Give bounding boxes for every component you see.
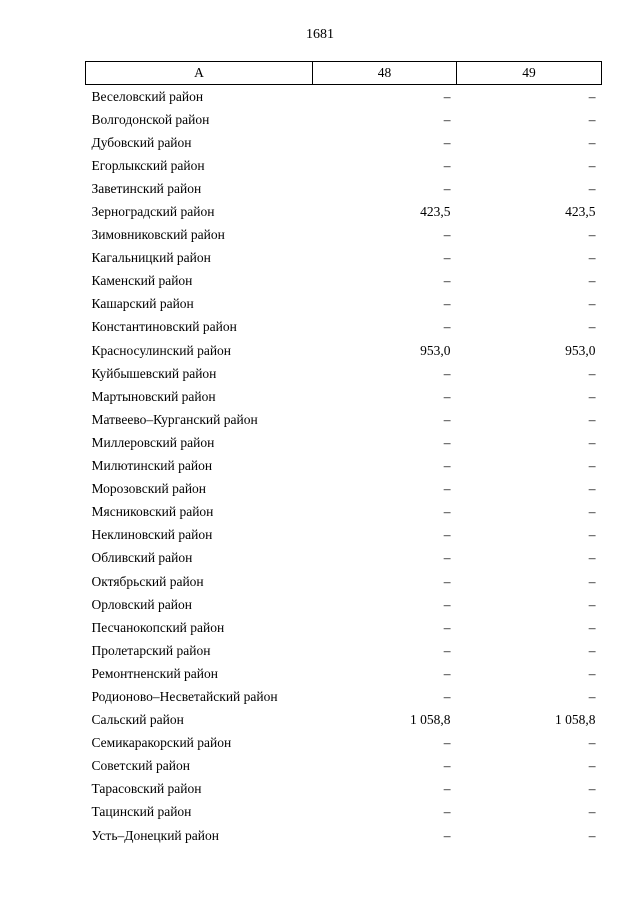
table-row — [86, 154, 602, 177]
district-name: Советский район — [91, 758, 190, 774]
district-name: Песчанокопский район — [91, 619, 225, 635]
table-row — [86, 685, 602, 708]
district-name: Мясниковский район — [91, 504, 214, 520]
value-48: – — [443, 273, 451, 289]
value-48: – — [443, 481, 451, 497]
district-name: Заветинский район — [91, 180, 202, 196]
value-48: 953,0 — [420, 342, 451, 358]
value-48: – — [443, 619, 451, 635]
table-row — [86, 547, 602, 570]
value-49: – — [588, 134, 596, 150]
table-row — [86, 524, 602, 547]
table-row — [86, 455, 602, 478]
table-row — [86, 85, 602, 109]
value-48: – — [443, 111, 451, 127]
value-48: – — [443, 827, 451, 843]
value-49: – — [588, 458, 596, 474]
table-row — [86, 478, 602, 501]
table-row — [86, 732, 602, 755]
table-row — [86, 755, 602, 778]
table-row — [86, 408, 602, 431]
district-name: Морозовский район — [91, 481, 207, 497]
value-48: – — [443, 411, 451, 427]
table-row — [86, 778, 602, 801]
table-row — [86, 362, 602, 385]
value-49: – — [588, 273, 596, 289]
value-49: – — [588, 550, 596, 566]
table-row — [86, 200, 602, 223]
table-row — [86, 247, 602, 270]
value-48: – — [443, 134, 451, 150]
table-row — [86, 316, 602, 339]
table-row — [86, 662, 602, 685]
value-48: – — [443, 319, 451, 335]
value-48: – — [443, 504, 451, 520]
district-name: Куйбышевский район — [91, 365, 217, 381]
page-number: 1681 — [306, 27, 334, 42]
value-49: – — [588, 250, 596, 266]
table-row — [86, 177, 602, 200]
value-49: – — [588, 665, 596, 681]
value-49: – — [588, 180, 596, 196]
value-49: – — [588, 688, 596, 704]
data-table — [85, 61, 602, 847]
value-49: – — [588, 735, 596, 751]
table-row — [86, 224, 602, 247]
value-48: – — [443, 88, 451, 104]
district-name: Красносулинский район — [91, 342, 232, 358]
value-49: – — [588, 481, 596, 497]
header-48: 48 — [313, 62, 457, 85]
district-name: Тацинский район — [91, 804, 192, 820]
value-48: – — [443, 180, 451, 196]
value-49: – — [588, 111, 596, 127]
table-row — [86, 824, 602, 847]
value-48: – — [443, 596, 451, 612]
value-48: – — [443, 458, 451, 474]
value-48: – — [443, 527, 451, 543]
value-48: – — [443, 642, 451, 658]
table-body — [86, 85, 602, 848]
value-48: – — [443, 688, 451, 704]
table-header-row — [86, 62, 602, 85]
value-49: – — [588, 573, 596, 589]
district-name: Каменский район — [91, 273, 193, 289]
value-49: – — [588, 527, 596, 543]
district-name: Обливский район — [91, 550, 193, 566]
district-name: Миллеровский район — [91, 434, 215, 450]
value-49: – — [588, 319, 596, 335]
value-49: – — [588, 781, 596, 797]
header-49: 49 — [457, 62, 602, 85]
value-49: – — [588, 388, 596, 404]
value-49: – — [588, 434, 596, 450]
district-name: Кашарский район — [91, 296, 194, 312]
table-row — [86, 639, 602, 662]
district-name: Октябрьский район — [91, 573, 204, 589]
table-row — [86, 570, 602, 593]
value-49: – — [588, 827, 596, 843]
table-row — [86, 131, 602, 154]
value-49: – — [588, 642, 596, 658]
district-name: Семикаракорский район — [91, 735, 232, 751]
value-49: – — [588, 227, 596, 243]
district-name: Пролетарский район — [91, 642, 211, 658]
district-name: Зерноградский район — [91, 204, 215, 220]
district-name: Родионово–Несветайский район — [91, 688, 278, 704]
district-name: Матвеево–Курганский район — [91, 411, 258, 427]
table-row — [86, 801, 602, 824]
table-row — [86, 385, 602, 408]
value-48: – — [443, 573, 451, 589]
value-49: – — [588, 296, 596, 312]
value-49: – — [588, 804, 596, 820]
table-row — [86, 293, 602, 316]
table-row — [86, 616, 602, 639]
value-49: – — [588, 365, 596, 381]
district-name: Неклиновский район — [91, 527, 213, 543]
value-48: 423,5 — [420, 204, 451, 220]
district-name: Константиновский район — [91, 319, 237, 335]
value-48: – — [443, 550, 451, 566]
value-49: – — [588, 157, 596, 173]
value-49: – — [588, 596, 596, 612]
value-48: – — [443, 250, 451, 266]
header-a: А — [86, 62, 313, 85]
district-name: Милютинский район — [91, 458, 213, 474]
value-49: – — [588, 411, 596, 427]
value-48: – — [443, 157, 451, 173]
value-49: – — [588, 619, 596, 635]
district-name: Мартыновский район — [91, 388, 216, 404]
table-row — [86, 339, 602, 362]
value-48: – — [443, 388, 451, 404]
district-name: Тарасовский район — [91, 781, 202, 797]
value-48: 1 058,8 — [410, 712, 451, 728]
district-name: Сальский район — [91, 712, 184, 728]
value-48: – — [443, 434, 451, 450]
district-name: Дубовский район — [91, 134, 192, 150]
district-name: Егорлыкский район — [91, 157, 205, 173]
value-48: – — [443, 804, 451, 820]
value-49: 953,0 — [565, 342, 596, 358]
value-48: – — [443, 296, 451, 312]
value-49: – — [588, 758, 596, 774]
value-48: – — [443, 365, 451, 381]
district-name: Орловский район — [91, 596, 192, 612]
table-row — [86, 431, 602, 454]
district-name: Кагальницкий район — [91, 250, 211, 266]
value-48: – — [443, 735, 451, 751]
value-48: – — [443, 781, 451, 797]
value-49: – — [588, 504, 596, 520]
district-name: Усть–Донецкий район — [91, 827, 219, 843]
district-name: Волгодонской район — [91, 111, 210, 127]
value-48: – — [443, 665, 451, 681]
value-49: – — [588, 88, 596, 104]
value-49: 1 058,8 — [555, 712, 596, 728]
table-row — [86, 593, 602, 616]
table-row — [86, 108, 602, 131]
district-name: Веселовский район — [91, 88, 204, 104]
table-row — [86, 501, 602, 524]
table-row — [86, 709, 602, 732]
table-row — [86, 270, 602, 293]
district-name: Ремонтненский район — [91, 665, 218, 681]
value-48: – — [443, 758, 451, 774]
value-49: 423,5 — [565, 204, 596, 220]
value-48: – — [443, 227, 451, 243]
district-name: Зимовниковский район — [91, 227, 225, 243]
